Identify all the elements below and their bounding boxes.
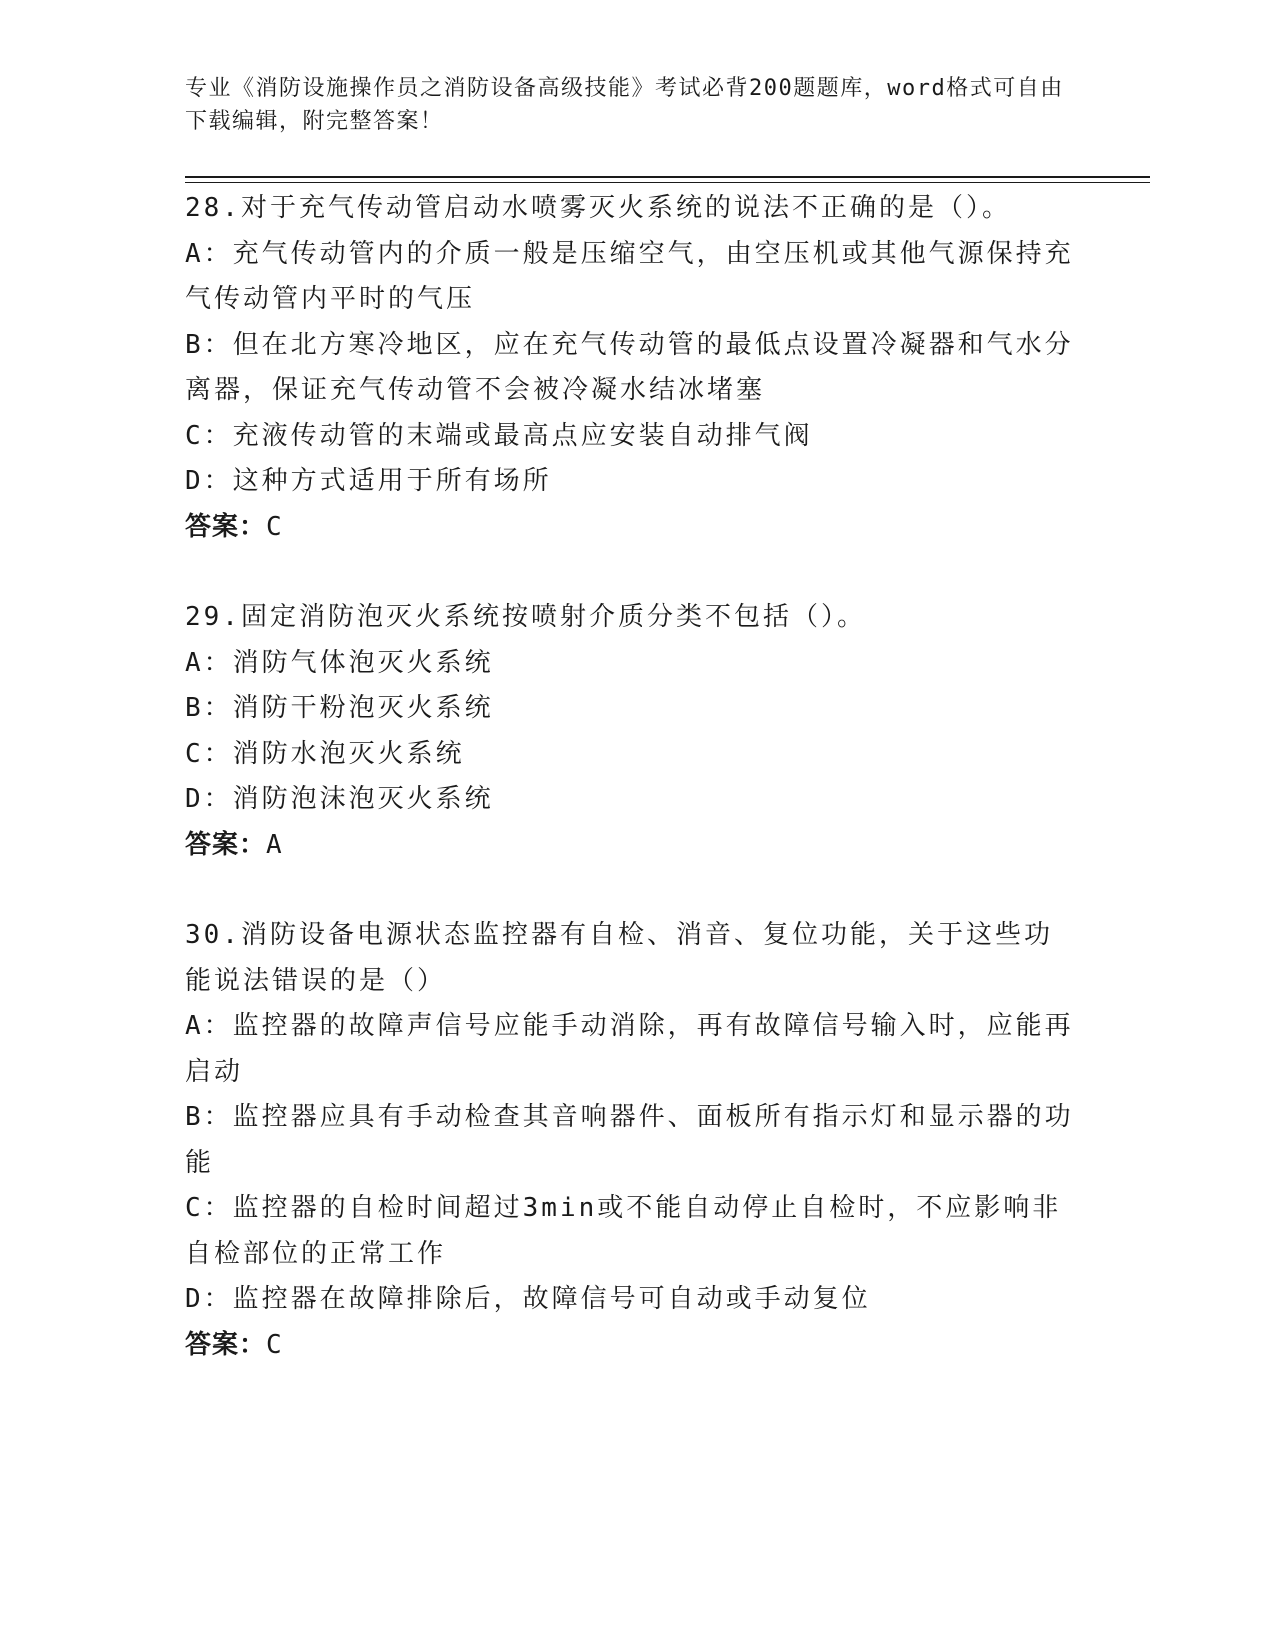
option-b: B：监控器应具有手动检查其音响器件、面板所有指示灯和显示器的功能 — [185, 1102, 1074, 1178]
option-b: B：消防干粉泡灭火系统 — [185, 693, 494, 723]
answer-line — [185, 823, 1075, 869]
answer-value: C — [266, 511, 283, 542]
option-d: D：消防泡沫泡灭火系统 — [185, 784, 494, 814]
question-stem: 28.对于充气传动管启动水喷雾灭火系统的说法不正确的是（）。 — [185, 193, 1011, 223]
question-item — [185, 595, 1075, 868]
option-a: A：监控器的故障声信号应能手动消除，再有故障信号输入时，应能再启动 — [185, 1011, 1074, 1087]
document-header — [185, 72, 1065, 138]
question-stem: 30.消防设备电源状态监控器有自检、消音、复位功能，关于这些功能说法错误的是（） — [185, 920, 1053, 996]
option-d: D：这种方式适用于所有场所 — [185, 466, 552, 496]
answer-value: C — [266, 1329, 283, 1360]
header-divider-thin — [185, 182, 1150, 183]
header-divider-thick — [185, 176, 1150, 178]
answer-label: 答案： — [185, 511, 267, 542]
answer-line — [185, 505, 1075, 551]
answer-label: 答案： — [185, 1329, 267, 1360]
answer-label: 答案： — [185, 829, 267, 860]
answer-value: A — [266, 829, 283, 860]
option-b: B：但在北方寒冷地区，应在充气传动管的最低点设置冷凝器和气水分离器，保证充气传动管不会被冷凝水结冰堵塞 — [185, 329, 1074, 405]
question-item — [185, 186, 1075, 550]
option-c: C：消防水泡灭火系统 — [185, 738, 465, 769]
answer-line — [185, 1323, 1075, 1369]
option-a: A：充气传动管内的介质一般是压缩空气，由空压机或其他气源保持充气传动管内平时的气压 — [185, 238, 1074, 314]
question-list — [185, 186, 1075, 1413]
question-stem: 29.固定消防泡灭火系统按喷射介质分类不包括（）。 — [185, 602, 866, 632]
option-d: D：监控器在故障排除后，故障信号可自动或手动复位 — [185, 1284, 871, 1314]
question-item — [185, 913, 1075, 1368]
option-a: A：消防气体泡灭火系统 — [185, 647, 494, 678]
header-text: 专业《消防设施操作员之消防设备高级技能》考试必背200题题库，word格式可自由下载编辑，附完整答案！ — [185, 76, 1064, 134]
option-c: C：充液传动管的末端或最高点应安装自动排气阀 — [185, 420, 813, 451]
option-c: C：监控器的自检时间超过3min或不能自动停止自检时，不应影响非自检部位的正常工作 — [185, 1193, 1062, 1269]
